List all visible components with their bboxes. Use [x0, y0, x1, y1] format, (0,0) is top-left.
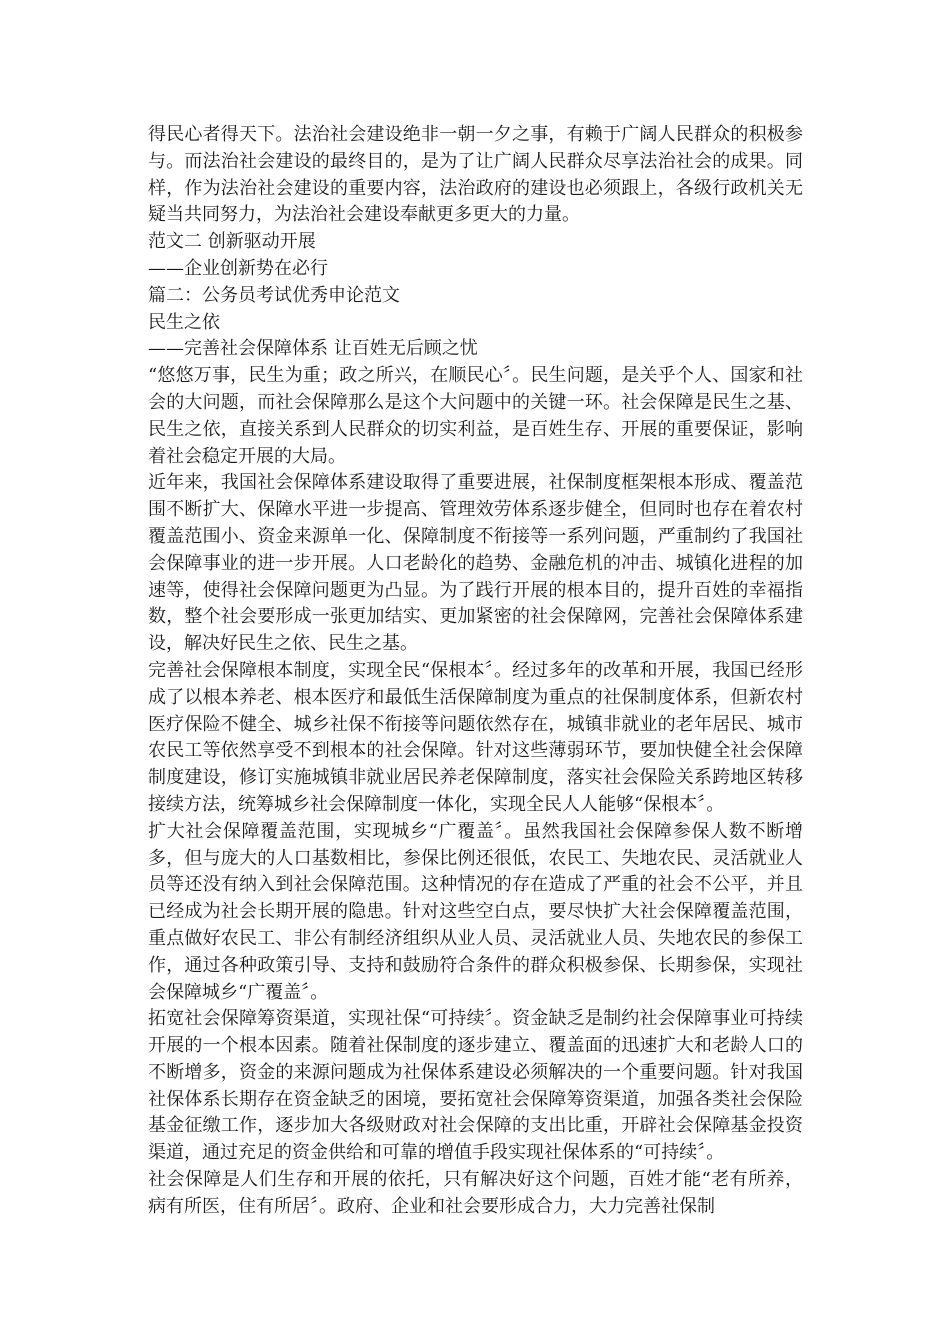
paragraph-basic-system: 完善社会保障根本制度，实现全民“保根本〞。经过多年的改革和开展，我国已经形成了以根本养老、根本医疗和最低生活保障制度为重点的社保制度体系，但新农村医疗保险不健全、城乡社保不衔接等问题依然存在，城镇非就业的老年居民、城市农民工等依然享受不到根本的社会保障。针对这些薄弱环节，要加快健全社会保障制度建设，修订实施城镇非就业居民养老保障制度，落实社会保险关系跨地区转移接续方法，统筹城乡社会保障制度一体化，实现全民人人能够“保根本〞。	[148, 659, 803, 815]
paragraph-rule-of-law-conclusion: 得民心者得天下。法治社会建设绝非一朝一夕之事，有赖于广阔人民群众的积极参与。而法治社会建设的最终目的，是为了让广阔人民群众尽享法治社会的成果。同样，作为法治社会建设的重要内容，法治政府的建设也必须跟上，各级行政机关无疑当共同努力，为法治社会建设奉献更多更大的力量。	[148, 124, 803, 226]
heading-part-two: 篇二：公务员考试优秀申论范文	[148, 284, 400, 306]
essay-title: 民生之依	[148, 311, 220, 333]
paragraph-recent-progress: 近年来，我国社会保障体系建设取得了重要进展，社保制度框架根本形成、覆盖范围不断扩大、保障水平进一步提高、管理效劳体系逐步健全，但同时也存在着农村覆盖范围小、资金来源单一化、保障制度不衔接等一系列问题，严重制约了我国社会保障事业的进一步开展。人口老龄化的趋势、金融危机的冲击、城镇化进程的加速等，使得社会保障问题更为凸显。为了践行开展的根本目的，提升百姓的幸福指数，整个社会要形成一张更加结实、更加紧密的社会保障网，完善社会保障体系建设，解决好民生之依、民生之基。	[148, 472, 803, 655]
paragraph-livelihood-intro: “悠悠万事，民生为重；政之所兴，在顺民心〞。民生问题，是关乎个人、国家和社会的大问题，而社会保障那么是这个大问题中的关键一环。社会保障是民生之基、民生之依，直接关系到人民群众的切实利益，是百姓生存、开展的重要保证，影响着社会稳定开展的大局。	[148, 365, 803, 467]
paragraph-coverage: 扩大社会保障覆盖范围，实现城乡“广覆盖〞。虽然我国社会保障参保人数不断增多，但与庞大的人口基数相比，参保比例还很低，农民工、失地农民、灵活就业人员等还没有纳入到社会保障范围。这种情况的存在造成了严重的社会不公平，并且已经成为社会长期开展的隐患。针对这些空白点，要尽快扩大社会保障覆盖范围，重点做好农民工、非公有制经济组织从业人员、灵活就业人员、失地农民的参保工作，通过各种政策引导、支持和鼓励符合条件的群众积极参保、长期参保，实现社会保障城乡“广覆盖〞。	[148, 820, 803, 1003]
subheading-enterprise-innovation: ——企业创新势在必行	[148, 257, 328, 279]
document-page	[148, 122, 803, 1221]
paragraph-funding: 拓宽社会保障筹资渠道，实现社保“可持续〞。资金缺乏是制约社会保障事业可持续开展的一个根本因素。随着社保制度的逐步建立、覆盖面的迅速扩大和老龄人口的不断增多，资金的来源问题成为社保体系建设必须解决的一个重要问题。针对我国社保体系长期存在资金缺乏的困境，要拓宽社会保障筹资渠道，加强各类社会保险基金征缴工作，逐步加大各级财政对社会保障的支出比重，开辟社会保障基金投资渠道，通过充足的资金供给和可靠的增值手段实现社保体系的“可持续〞。	[148, 1008, 803, 1164]
heading-sample-essay-two: 范文二 创新驱动开展	[148, 231, 316, 253]
paragraph-closing: 社会保障是人们生存和开展的依托，只有解决好这个问题，百姓才能“老有所养，病有所医，住有所居〞。政府、企业和社会要形成合力，大力完善社保制	[148, 1169, 803, 1217]
essay-subtitle: ——完善社会保障体系 让百姓无后顾之忧	[148, 338, 478, 360]
